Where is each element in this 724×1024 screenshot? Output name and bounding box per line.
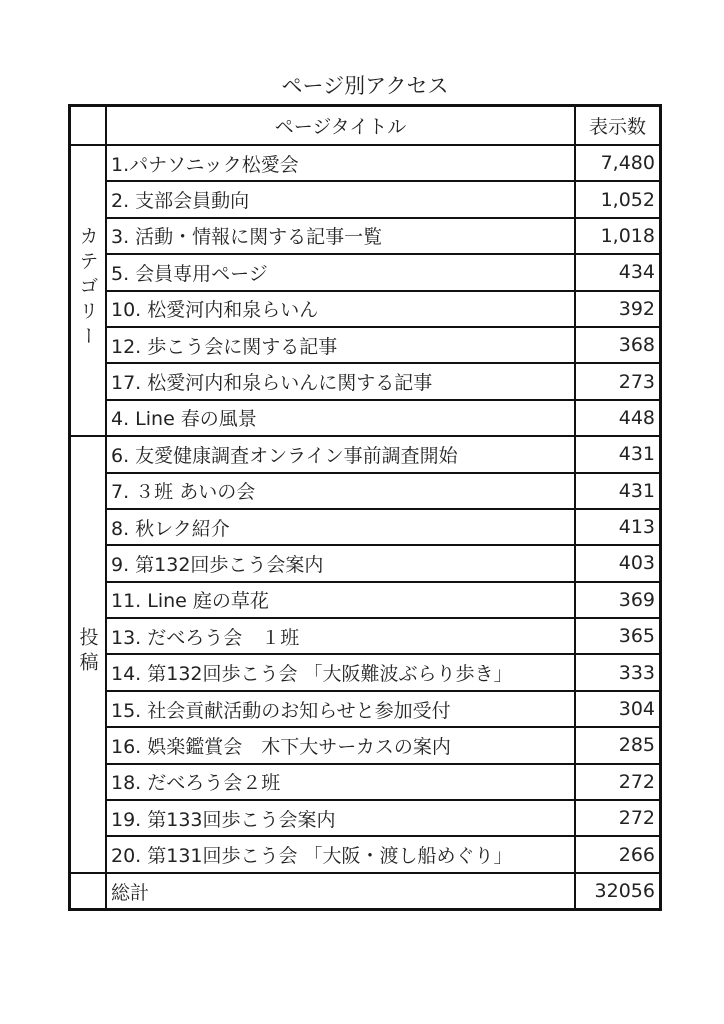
page-title-cell: 1.パナソニック松愛会 — [106, 145, 575, 181]
header-blank-cell — [70, 106, 107, 146]
table-row — [70, 545, 661, 581]
table-row — [70, 145, 661, 181]
table-row — [70, 327, 661, 363]
header-page-title: ページタイトル — [106, 106, 575, 146]
views-cell: 369 — [575, 582, 661, 618]
page-title-cell: 14. 第132回歩こう会 「大阪難波ぶらり歩き」 — [106, 654, 575, 690]
total-views: 32056 — [575, 873, 661, 910]
views-cell: 1,052 — [575, 181, 661, 217]
table-row — [70, 291, 661, 327]
group-label-cell — [70, 145, 107, 436]
page-title-cell: 3. 活動・情報に関する記事一覧 — [106, 218, 575, 254]
views-cell: 448 — [575, 400, 661, 436]
views-cell: 368 — [575, 327, 661, 363]
total-label: 総計 — [106, 873, 575, 910]
page-title-cell: 15. 社会貢献活動のお知らせと参加受付 — [106, 691, 575, 727]
views-cell: 266 — [575, 836, 661, 872]
table-row — [70, 800, 661, 836]
page-title-cell: 9. 第132回歩こう会案内 — [106, 545, 575, 581]
views-cell: 285 — [575, 727, 661, 763]
table-header-row — [70, 106, 661, 146]
page-title-cell: 16. 娯楽鑑賞会 木下大サーカスの案内 — [106, 727, 575, 763]
views-cell: 272 — [575, 764, 661, 800]
views-cell: 392 — [575, 291, 661, 327]
views-cell: 431 — [575, 436, 661, 472]
table-row — [70, 363, 661, 399]
views-cell: 7,480 — [575, 145, 661, 181]
views-cell: 273 — [575, 363, 661, 399]
table-row — [70, 218, 661, 254]
page-title-cell: 6. 友愛健康調査オンライン事前調査開始 — [106, 436, 575, 472]
table-row — [70, 509, 661, 545]
group-label: 投稿 — [76, 626, 99, 677]
header-views: 表示数 — [575, 106, 661, 146]
table-row — [70, 691, 661, 727]
page-title-cell: 13. だべろう会 １班 — [106, 618, 575, 654]
views-cell: 403 — [575, 545, 661, 581]
page-title-cell: 8. 秋レク紹介 — [106, 509, 575, 545]
document-title: ページ別アクセス — [281, 74, 449, 98]
page-title-cell: 11. Line 庭の草花 — [106, 582, 575, 618]
page-title-cell: 18. だべろう会２班 — [106, 764, 575, 800]
page-title-cell: 17. 松愛河内和泉らいんに関する記事 — [106, 363, 575, 399]
total-blank-cell — [70, 873, 107, 910]
views-cell: 304 — [575, 691, 661, 727]
views-cell: 1,018 — [575, 218, 661, 254]
page-title-cell: 20. 第131回歩こう会 「大阪・渡し船めぐり」 — [106, 836, 575, 872]
page-title-cell: 4. Line 春の風景 — [106, 400, 575, 436]
table-row — [70, 654, 661, 690]
page-title-cell: 19. 第133回歩こう会案内 — [106, 800, 575, 836]
views-cell: 272 — [575, 800, 661, 836]
table-row — [70, 618, 661, 654]
page-access-table — [68, 104, 662, 911]
table-row — [70, 400, 661, 436]
table-row — [70, 727, 661, 763]
page-title-cell: 7. ３班 あいの会 — [106, 473, 575, 509]
table-row — [70, 181, 661, 217]
page-title-cell: 12. 歩こう会に関する記事 — [106, 327, 575, 363]
table-row — [70, 582, 661, 618]
group-label-cell — [70, 436, 107, 873]
group-label: カテゴリー — [76, 225, 99, 351]
views-cell: 365 — [575, 618, 661, 654]
table-row — [70, 254, 661, 290]
table-row — [70, 436, 661, 472]
table-row — [70, 836, 661, 872]
views-cell: 413 — [575, 509, 661, 545]
total-row — [70, 873, 661, 910]
views-cell: 431 — [575, 473, 661, 509]
table-row — [70, 764, 661, 800]
page-title-cell: 10. 松愛河内和泉らいん — [106, 291, 575, 327]
page-title-cell: 2. 支部会員動向 — [106, 181, 575, 217]
table-row — [70, 473, 661, 509]
views-cell: 434 — [575, 254, 661, 290]
views-cell: 333 — [575, 654, 661, 690]
page-title-cell: 5. 会員専用ページ — [106, 254, 575, 290]
